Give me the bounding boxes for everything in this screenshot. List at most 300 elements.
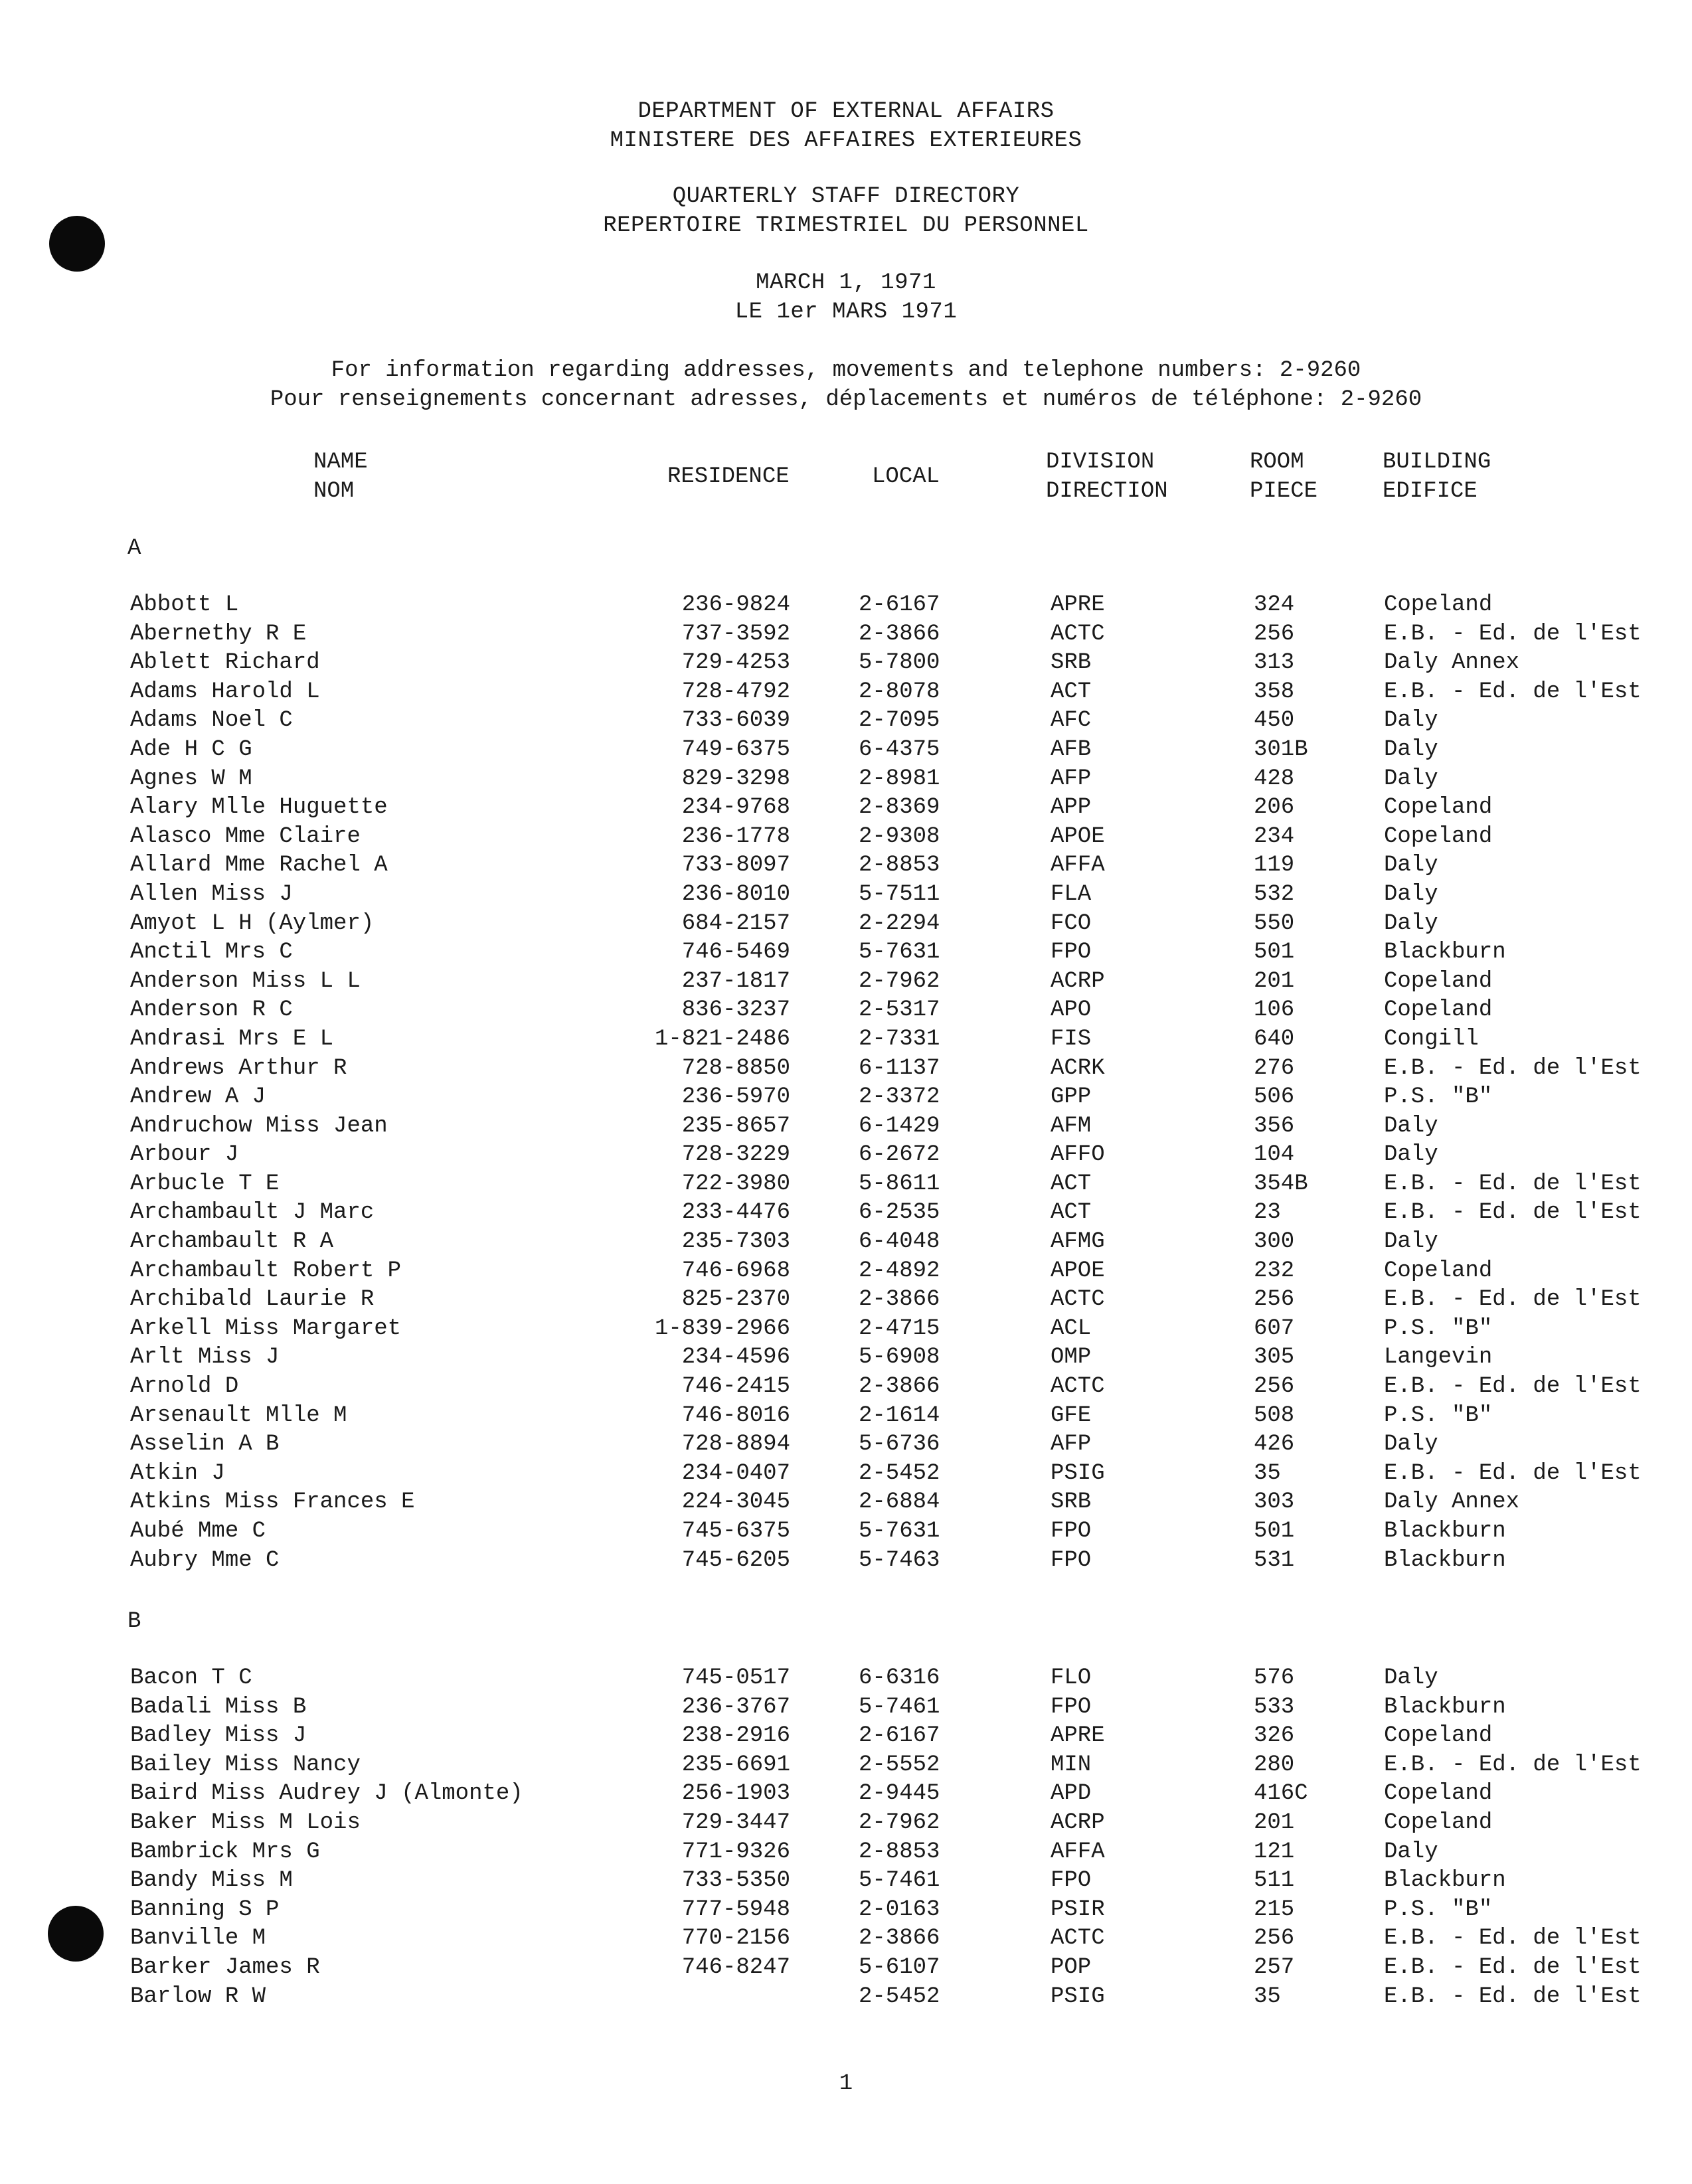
entry-division: FLA xyxy=(1051,881,1092,907)
entry-division: AFFA xyxy=(1051,1839,1105,1865)
entry-room: 531 xyxy=(1254,1547,1295,1573)
entry-building: Copeland xyxy=(1384,823,1493,849)
entry-division: APRE xyxy=(1051,1723,1105,1749)
entry-building: Blackburn xyxy=(1384,1547,1506,1573)
entry-name: Bandy Miss M xyxy=(130,1868,293,1894)
entry-room: 106 xyxy=(1254,997,1295,1023)
table-row xyxy=(0,1402,1692,1431)
table-row xyxy=(0,707,1692,736)
entry-local: 5-7511 xyxy=(859,881,940,907)
entry-name: Banville M xyxy=(130,1926,266,1952)
entry-room: 450 xyxy=(1254,708,1295,734)
entry-name: Aubry Mme C xyxy=(130,1547,280,1573)
department-heading xyxy=(0,97,1692,155)
entry-building: E.B. - Ed. de l'Est xyxy=(1384,679,1642,705)
entry-division: ACT xyxy=(1051,1171,1092,1197)
entry-room: 354B xyxy=(1254,1171,1308,1197)
entry-residence: 746-5469 xyxy=(681,940,790,966)
table-row xyxy=(0,1809,1692,1838)
entry-room: 356 xyxy=(1254,1113,1295,1139)
entry-local: 2-8981 xyxy=(859,766,940,792)
entry-local: 6-2672 xyxy=(859,1142,940,1168)
table-row xyxy=(0,620,1692,649)
entry-division: APOE xyxy=(1051,823,1105,849)
entry-name: Aubé Mme C xyxy=(130,1519,266,1544)
entry-room: 35 xyxy=(1254,1460,1281,1486)
entry-local: 6-2535 xyxy=(859,1200,940,1226)
entry-room: 256 xyxy=(1254,621,1295,647)
table-row xyxy=(0,1983,1692,2012)
entry-room: 305 xyxy=(1254,1345,1295,1371)
entry-division: FPO xyxy=(1051,1547,1092,1573)
entry-building: Copeland xyxy=(1384,795,1493,821)
entry-building: E.B. - Ed. de l'Est xyxy=(1384,1926,1642,1952)
entry-building: Daly xyxy=(1384,1432,1438,1458)
entry-residence: 1-839-2966 xyxy=(654,1315,790,1341)
table-row xyxy=(0,1924,1692,1954)
entry-name: Adams Noel C xyxy=(130,708,293,734)
entry-local: 6-4048 xyxy=(859,1229,940,1255)
entry-room: 301B xyxy=(1254,736,1308,762)
entry-residence: 224-3045 xyxy=(681,1489,790,1515)
entry-room: 215 xyxy=(1254,1896,1295,1922)
entry-building: P.S. "B" xyxy=(1384,1896,1493,1922)
entry-building: Daly Annex xyxy=(1384,650,1520,676)
entry-building: Copeland xyxy=(1384,968,1493,994)
entry-residence: 733-5350 xyxy=(681,1868,790,1894)
entry-residence: 236-1778 xyxy=(681,823,790,849)
entry-building: P.S. "B" xyxy=(1384,1315,1493,1341)
entry-name: Archibald Laurie R xyxy=(130,1287,375,1313)
entry-residence: 236-3767 xyxy=(681,1694,790,1720)
table-row xyxy=(0,1228,1692,1257)
entry-name: Abbott L xyxy=(130,592,239,618)
entry-local: 5-7800 xyxy=(859,650,940,676)
entry-name: Barker James R xyxy=(130,1954,320,1980)
entry-building: Copeland xyxy=(1384,592,1493,618)
entry-building: P.S. "B" xyxy=(1384,1084,1493,1110)
entry-building: Copeland xyxy=(1384,1781,1493,1807)
entry-division: PSIG xyxy=(1051,1983,1105,2009)
section-letter-b: B xyxy=(127,1609,141,1634)
entry-division: FPO xyxy=(1051,1868,1092,1894)
entry-building: P.S. "B" xyxy=(1384,1402,1493,1428)
entry-division: FIS xyxy=(1051,1026,1092,1052)
entry-local: 6-1137 xyxy=(859,1055,940,1081)
table-row xyxy=(0,1343,1692,1373)
entry-residence: 234-9768 xyxy=(681,795,790,821)
entry-residence: 728-4792 xyxy=(681,679,790,705)
entry-building: Blackburn xyxy=(1384,1519,1506,1544)
entry-name: Alary Mlle Huguette xyxy=(130,795,388,821)
entry-name: Arlt Miss J xyxy=(130,1345,280,1371)
table-row xyxy=(0,1954,1692,1983)
entry-residence: 745-6375 xyxy=(681,1519,790,1544)
entry-local: 2-8853 xyxy=(859,1839,940,1865)
table-row xyxy=(0,851,1692,881)
entry-room: 256 xyxy=(1254,1926,1295,1952)
date-en: MARCH 1, 1971 xyxy=(756,270,936,295)
entry-division: SRB xyxy=(1051,650,1092,676)
entry-residence: 733-8097 xyxy=(681,853,790,879)
entry-room: 426 xyxy=(1254,1432,1295,1458)
table-row xyxy=(0,1896,1692,1925)
entry-room: 640 xyxy=(1254,1026,1295,1052)
entry-local: 5-7631 xyxy=(859,940,940,966)
entry-residence: 771-9326 xyxy=(681,1839,790,1865)
entry-residence: 825-2370 xyxy=(681,1287,790,1313)
entry-building: Daly xyxy=(1384,881,1438,907)
entry-residence: 238-2916 xyxy=(681,1723,790,1749)
entry-division: PSIG xyxy=(1051,1460,1105,1486)
entry-local: 2-3866 xyxy=(859,1926,940,1952)
table-row xyxy=(0,938,1692,967)
entry-local: 6-6316 xyxy=(859,1665,940,1691)
column-header-name xyxy=(313,448,368,506)
entry-room: 276 xyxy=(1254,1055,1295,1081)
entry-room: 206 xyxy=(1254,795,1295,821)
entry-room: 300 xyxy=(1254,1229,1295,1255)
table-row xyxy=(0,1722,1692,1751)
entry-building: Congill xyxy=(1384,1026,1479,1052)
entry-division: SRB xyxy=(1051,1489,1092,1515)
entry-local: 2-4892 xyxy=(859,1258,940,1284)
table-row xyxy=(0,1547,1692,1576)
entry-room: 313 xyxy=(1254,650,1295,676)
entry-residence: 746-8016 xyxy=(681,1402,790,1428)
entry-residence: 728-8894 xyxy=(681,1432,790,1458)
entry-division: GFE xyxy=(1051,1402,1092,1428)
table-row xyxy=(0,1838,1692,1867)
page-number: 1 xyxy=(839,2071,853,2096)
table-row xyxy=(0,1141,1692,1170)
entry-name: Amyot L H (Aylmer) xyxy=(130,910,375,936)
entry-local: 2-7962 xyxy=(859,968,940,994)
entry-name: Agnes W M xyxy=(130,766,252,792)
entry-division: AFM xyxy=(1051,1113,1092,1139)
entry-residence: 256-1903 xyxy=(681,1781,790,1807)
entry-residence: 236-9824 xyxy=(681,592,790,618)
date-heading xyxy=(0,268,1692,327)
entry-local: 2-6167 xyxy=(859,1723,940,1749)
entry-building: Daly xyxy=(1384,766,1438,792)
entry-building: E.B. - Ed. de l'Est xyxy=(1384,1287,1642,1313)
entry-building: Blackburn xyxy=(1384,940,1506,966)
entry-residence: 236-8010 xyxy=(681,881,790,907)
entry-division: AFFA xyxy=(1051,853,1105,879)
entry-building: Blackburn xyxy=(1384,1868,1506,1894)
table-row xyxy=(0,649,1692,678)
entry-room: 501 xyxy=(1254,940,1295,966)
entry-local: 5-6736 xyxy=(859,1432,940,1458)
entry-room: 607 xyxy=(1254,1315,1295,1341)
entry-name: Abernethy R E xyxy=(130,621,307,647)
entry-name: Andruchow Miss Jean xyxy=(130,1113,388,1139)
entry-division: APRE xyxy=(1051,592,1105,618)
entry-local: 2-1614 xyxy=(859,1402,940,1428)
column-header-division-en: DIVISION xyxy=(1046,450,1155,475)
entry-division: AFP xyxy=(1051,1432,1092,1458)
entry-building: E.B. - Ed. de l'Est xyxy=(1384,1055,1642,1081)
table-row xyxy=(0,1751,1692,1780)
entry-name: Arnold D xyxy=(130,1374,239,1400)
entry-division: FCO xyxy=(1051,910,1092,936)
entry-name: Badley Miss J xyxy=(130,1723,307,1749)
entry-building: Daly xyxy=(1384,708,1438,734)
entry-room: 326 xyxy=(1254,1723,1295,1749)
entry-residence: 745-0517 xyxy=(681,1665,790,1691)
entry-division: MIN xyxy=(1051,1752,1092,1778)
entry-division: PSIR xyxy=(1051,1896,1105,1922)
entry-residence: 729-3447 xyxy=(681,1809,790,1835)
entry-residence: 737-3592 xyxy=(681,621,790,647)
entry-local: 2-8078 xyxy=(859,679,940,705)
table-row xyxy=(0,1025,1692,1054)
entry-division: AFFO xyxy=(1051,1142,1105,1168)
entry-building: E.B. - Ed. de l'Est xyxy=(1384,1374,1642,1400)
entry-residence: 233-4476 xyxy=(681,1200,790,1226)
entry-residence: 1-821-2486 xyxy=(654,1026,790,1052)
entry-room: 324 xyxy=(1254,592,1295,618)
entry-building: Copeland xyxy=(1384,1258,1493,1284)
entry-residence: 235-6691 xyxy=(681,1752,790,1778)
entry-building: Daly Annex xyxy=(1384,1489,1520,1515)
entry-building: Daly xyxy=(1384,853,1438,879)
entry-division: FPO xyxy=(1051,1694,1092,1720)
entry-name: Andrasi Mrs E L xyxy=(130,1026,334,1052)
entry-division: POP xyxy=(1051,1954,1092,1980)
entry-residence: 684-2157 xyxy=(681,910,790,936)
entry-name: Anderson Miss L L xyxy=(130,968,361,994)
entry-residence: 234-4596 xyxy=(681,1345,790,1371)
entry-room: 201 xyxy=(1254,1809,1295,1835)
entry-building: Daly xyxy=(1384,910,1438,936)
entry-local: 2-7331 xyxy=(859,1026,940,1052)
entry-name: Bacon T C xyxy=(130,1665,252,1691)
entry-residence: 746-2415 xyxy=(681,1374,790,1400)
entry-building: E.B. - Ed. de l'Est xyxy=(1384,1460,1642,1486)
table-row xyxy=(0,794,1692,823)
column-header-building xyxy=(1383,448,1491,506)
entry-division: ACRP xyxy=(1051,968,1105,994)
table-row xyxy=(0,1664,1692,1693)
entry-room: 256 xyxy=(1254,1287,1295,1313)
entry-building: E.B. - Ed. de l'Est xyxy=(1384,1954,1642,1980)
entry-name: Bailey Miss Nancy xyxy=(130,1752,361,1778)
entry-local: 2-6884 xyxy=(859,1489,940,1515)
table-row xyxy=(0,1112,1692,1141)
table-row xyxy=(0,591,1692,620)
date-fr: LE 1er MARS 1971 xyxy=(734,299,958,325)
entry-building: Langevin xyxy=(1384,1345,1493,1371)
entry-name: Andrew A J xyxy=(130,1084,266,1110)
entry-local: 2-5317 xyxy=(859,997,940,1023)
entry-residence: 770-2156 xyxy=(681,1926,790,1952)
entry-local: 2-6167 xyxy=(859,592,940,618)
entry-local: 2-5552 xyxy=(859,1752,940,1778)
entry-division: APD xyxy=(1051,1781,1092,1807)
entry-name: Banning S P xyxy=(130,1896,280,1922)
entry-room: 501 xyxy=(1254,1519,1295,1544)
entry-name: Allen Miss J xyxy=(130,881,293,907)
entry-local: 5-7631 xyxy=(859,1519,940,1544)
table-row xyxy=(0,823,1692,852)
entry-name: Ade H C G xyxy=(130,736,252,762)
table-row xyxy=(0,881,1692,910)
entry-name: Adams Harold L xyxy=(130,679,320,705)
entry-local: 5-8611 xyxy=(859,1171,940,1197)
entry-room: 416C xyxy=(1254,1781,1308,1807)
column-header-name-en: NAME xyxy=(313,450,368,475)
column-header-name-fr: NOM xyxy=(313,479,355,504)
entry-name: Badali Miss B xyxy=(130,1694,307,1720)
entry-name: Asselin A B xyxy=(130,1432,280,1458)
department-name-fr: MINISTERE DES AFFAIRES EXTERIEURES xyxy=(610,128,1082,153)
entry-local: 2-3866 xyxy=(859,621,940,647)
table-row xyxy=(0,1083,1692,1112)
entry-residence: 235-7303 xyxy=(681,1229,790,1255)
entry-name: Allard Mme Rachel A xyxy=(130,853,388,879)
entry-room: 532 xyxy=(1254,881,1295,907)
entry-name: Arbucle T E xyxy=(130,1171,280,1197)
entry-local: 5-6107 xyxy=(859,1954,940,1980)
entry-division: ACT xyxy=(1051,679,1092,705)
entry-residence: 746-6968 xyxy=(681,1258,790,1284)
entry-residence: 729-4253 xyxy=(681,650,790,676)
entry-division: ACTC xyxy=(1051,1287,1105,1313)
entry-room: 35 xyxy=(1254,1983,1281,2009)
directory-title-en: QUARTERLY STAFF DIRECTORY xyxy=(672,184,1020,209)
entry-name: Andrews Arthur R xyxy=(130,1055,347,1081)
table-row xyxy=(0,1430,1692,1460)
entry-building: Daly xyxy=(1384,736,1438,762)
directory-heading xyxy=(0,182,1692,240)
entry-building: E.B. - Ed. de l'Est xyxy=(1384,1200,1642,1226)
entry-division: AFB xyxy=(1051,736,1092,762)
entry-name: Ablett Richard xyxy=(130,650,320,676)
entry-name: Arbour J xyxy=(130,1142,239,1168)
entry-room: 576 xyxy=(1254,1665,1295,1691)
table-row xyxy=(0,1373,1692,1402)
entry-residence: 749-6375 xyxy=(681,736,790,762)
entry-building: Daly xyxy=(1384,1229,1438,1255)
entry-residence: 745-6205 xyxy=(681,1547,790,1573)
entry-building: E.B. - Ed. de l'Est xyxy=(1384,1983,1642,2009)
entry-local: 5-7461 xyxy=(859,1694,940,1720)
entry-room: 104 xyxy=(1254,1142,1295,1168)
entry-room: 232 xyxy=(1254,1258,1295,1284)
table-row xyxy=(0,765,1692,794)
entry-division: GPP xyxy=(1051,1084,1092,1110)
entry-room: 234 xyxy=(1254,823,1295,849)
directory-title-fr: REPERTOIRE TRIMESTRIEL DU PERSONNEL xyxy=(603,213,1089,238)
entry-room: 550 xyxy=(1254,910,1295,936)
table-row xyxy=(0,1460,1692,1489)
entry-room: 201 xyxy=(1254,968,1295,994)
entry-division: ACRK xyxy=(1051,1055,1105,1081)
entry-name: Barlow R W xyxy=(130,1983,266,2009)
entry-local: 2-8369 xyxy=(859,795,940,821)
entry-name: Archambault Robert P xyxy=(130,1258,402,1284)
entry-local: 2-8853 xyxy=(859,853,940,879)
entry-division: FPO xyxy=(1051,1519,1092,1544)
section-letter-a: A xyxy=(127,536,141,561)
entry-room: 121 xyxy=(1254,1839,1295,1865)
entry-division: ACRP xyxy=(1051,1809,1105,1835)
column-header-residence: RESIDENCE xyxy=(667,464,790,489)
section-a-rows xyxy=(0,591,1692,1575)
column-header-building-en: BUILDING xyxy=(1383,450,1491,475)
entry-residence: 829-3298 xyxy=(681,766,790,792)
entry-local: 2-9445 xyxy=(859,1781,940,1807)
entry-building: Copeland xyxy=(1384,1723,1493,1749)
entry-building: E.B. - Ed. de l'Est xyxy=(1384,1752,1642,1778)
table-row xyxy=(0,996,1692,1025)
entry-local: 5-7463 xyxy=(859,1547,940,1573)
entry-division: ACTC xyxy=(1051,621,1105,647)
entry-name: Alasco Mme Claire xyxy=(130,823,361,849)
entry-name: Bambrick Mrs G xyxy=(130,1839,320,1865)
entry-local: 6-4375 xyxy=(859,736,940,762)
entry-division: ACTC xyxy=(1051,1926,1105,1952)
entry-division: AFP xyxy=(1051,766,1092,792)
info-line-en: For information regarding addresses, movements and telephone numbers: 2-9260 xyxy=(331,358,1361,383)
entry-local: 2-3372 xyxy=(859,1084,940,1110)
entry-name: Archambault R A xyxy=(130,1229,334,1255)
entry-local: 2-5452 xyxy=(859,1983,940,2009)
table-row xyxy=(0,910,1692,939)
table-row xyxy=(0,1867,1692,1896)
column-header-division-fr: DIRECTION xyxy=(1046,479,1168,504)
entry-name: Anctil Mrs C xyxy=(130,940,293,966)
entry-name: Atkin J xyxy=(130,1460,225,1486)
entry-room: 119 xyxy=(1254,853,1295,879)
table-row xyxy=(0,1199,1692,1228)
table-row xyxy=(0,1693,1692,1722)
entry-room: 256 xyxy=(1254,1374,1295,1400)
entry-room: 280 xyxy=(1254,1752,1295,1778)
entry-building: Copeland xyxy=(1384,997,1493,1023)
entry-name: Arsenault Mlle M xyxy=(130,1402,347,1428)
entry-division: APP xyxy=(1051,795,1092,821)
entry-room: 303 xyxy=(1254,1489,1295,1515)
entry-room: 511 xyxy=(1254,1868,1295,1894)
entry-local: 6-1429 xyxy=(859,1113,940,1139)
entry-room: 506 xyxy=(1254,1084,1295,1110)
table-row xyxy=(0,1517,1692,1547)
entry-name: Archambault J Marc xyxy=(130,1200,375,1226)
entry-building: Daly xyxy=(1384,1665,1438,1691)
column-header-room-fr: PIECE xyxy=(1250,479,1318,504)
entry-local: 2-9308 xyxy=(859,823,940,849)
table-row xyxy=(0,1315,1692,1344)
entry-room: 358 xyxy=(1254,679,1295,705)
entry-name: Arkell Miss Margaret xyxy=(130,1315,402,1341)
table-row xyxy=(0,1257,1692,1286)
entry-name: Baker Miss M Lois xyxy=(130,1809,361,1835)
column-header-division xyxy=(1046,448,1168,506)
entry-room: 257 xyxy=(1254,1954,1295,1980)
entry-building: Daly xyxy=(1384,1839,1438,1865)
entry-residence: 777-5948 xyxy=(681,1896,790,1922)
entry-room: 533 xyxy=(1254,1694,1295,1720)
entry-residence: 234-0407 xyxy=(681,1460,790,1486)
entry-division: FLO xyxy=(1051,1665,1092,1691)
entry-residence: 237-1817 xyxy=(681,968,790,994)
entry-local: 2-2294 xyxy=(859,910,940,936)
entry-residence: 728-3229 xyxy=(681,1142,790,1168)
entry-name: Baird Miss Audrey J (Almonte) xyxy=(130,1781,523,1807)
